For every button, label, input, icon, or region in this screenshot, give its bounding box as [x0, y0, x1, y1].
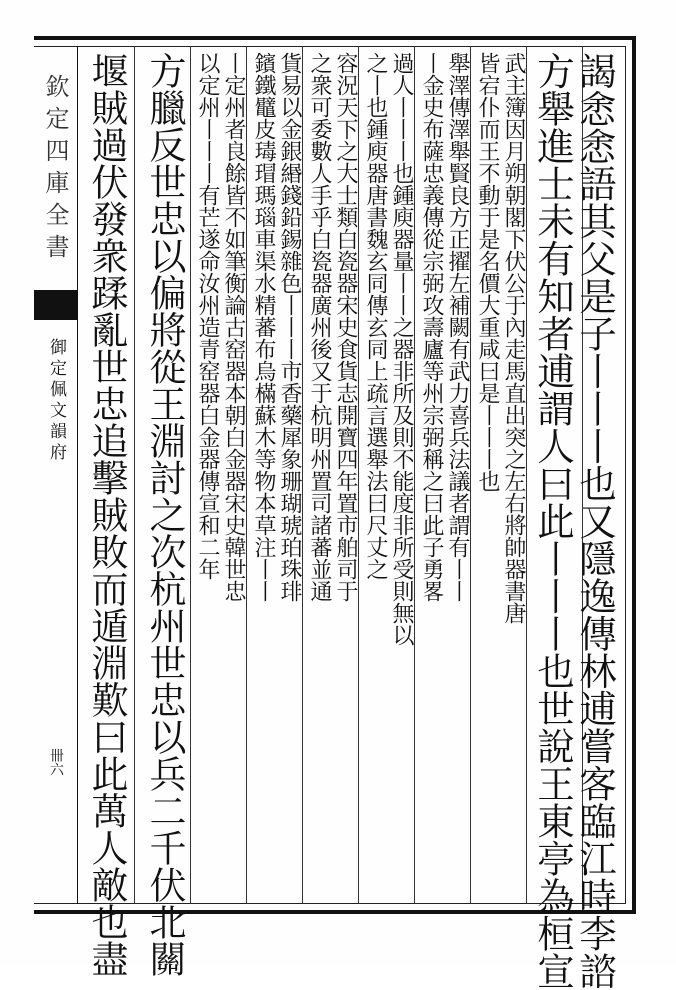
text-column-5: 舉澤傳澤舉賢良方正擢左補闕有武力喜兵法議者謂有丨丨	[445, 52, 470, 602]
text-column-13: 丨定州者良餘皆不如筆衡論古窑器本朝白金器宋史韓世忠	[221, 52, 246, 602]
column-divider	[302, 46, 303, 904]
text-column-10: 之衆可委數人手乎白瓷器廣州後又于杭明州置司諸蕃並通	[307, 52, 332, 602]
column-divider	[414, 46, 415, 904]
text-column-4: 皆宕仆而王不動于是名價大重咸曰是丨丨丨也	[475, 52, 500, 492]
gutter-fishtail-block	[34, 290, 78, 320]
column-divider	[246, 46, 247, 904]
gutter-book-title: 御定佩文韻府	[46, 338, 66, 464]
text-column-3: 武主簿因月朔朝閣下伏公于內走馬直出突之左右將帥器書唐	[501, 52, 526, 624]
text-column-11: 貨易以金銀緡錢鉛錫雜色丨丨丨市香藥犀象珊瑚琥珀珠琲	[277, 52, 302, 602]
text-column-14: 以定州丨丨丨有芒遂命汝州造青窑器白金器傳宣和二年	[195, 52, 220, 580]
text-column-6: 丨金史布薩忠義傳從宗弼攻壽廬等州宗弼稱之曰此子勇畧	[419, 52, 444, 602]
text-column-12: 鑌鐵鼊皮瑇瑁瑪瑙車渠水精蕃布烏樠蘇木等物本草注丨丨	[251, 52, 276, 602]
text-column-16: 堰賊過伏發衆蹂亂世忠追擊賊敗而遁淵歎曰此萬人敵也盡	[85, 52, 128, 977]
column-divider	[134, 46, 135, 904]
text-column-1: 謁悆悆語其父是子丨丨丨也又隱逸傳林逋嘗客臨江時李諮	[573, 52, 617, 990]
text-column-9: 容況天下之大士類白瓷器宋史食貨志開寶四年置市舶司于	[333, 52, 358, 602]
text-column-7: 過人丨丨丨也鍾庾器量丨丨之器非所及則不能度非所受則無以	[389, 52, 414, 646]
column-divider	[358, 46, 359, 904]
gutter-series-title: 欽定四庫全書	[41, 74, 69, 266]
column-divider	[190, 46, 191, 904]
text-column-8: 之丨也鍾庾器唐書魏玄同傳玄同上疏言選舉法曰尺丈之	[363, 52, 388, 580]
gutter-page-number: 卌六	[48, 748, 64, 776]
text-column-2: 方舉進士未有知者逋謂人曰此丨丨丨也世說王東亭為桓宣	[531, 52, 575, 990]
column-divider	[470, 46, 471, 904]
text-column-15: 方臘反世忠以偏將從王淵討之次杭州世忠以兵二千伏北關	[143, 52, 186, 977]
